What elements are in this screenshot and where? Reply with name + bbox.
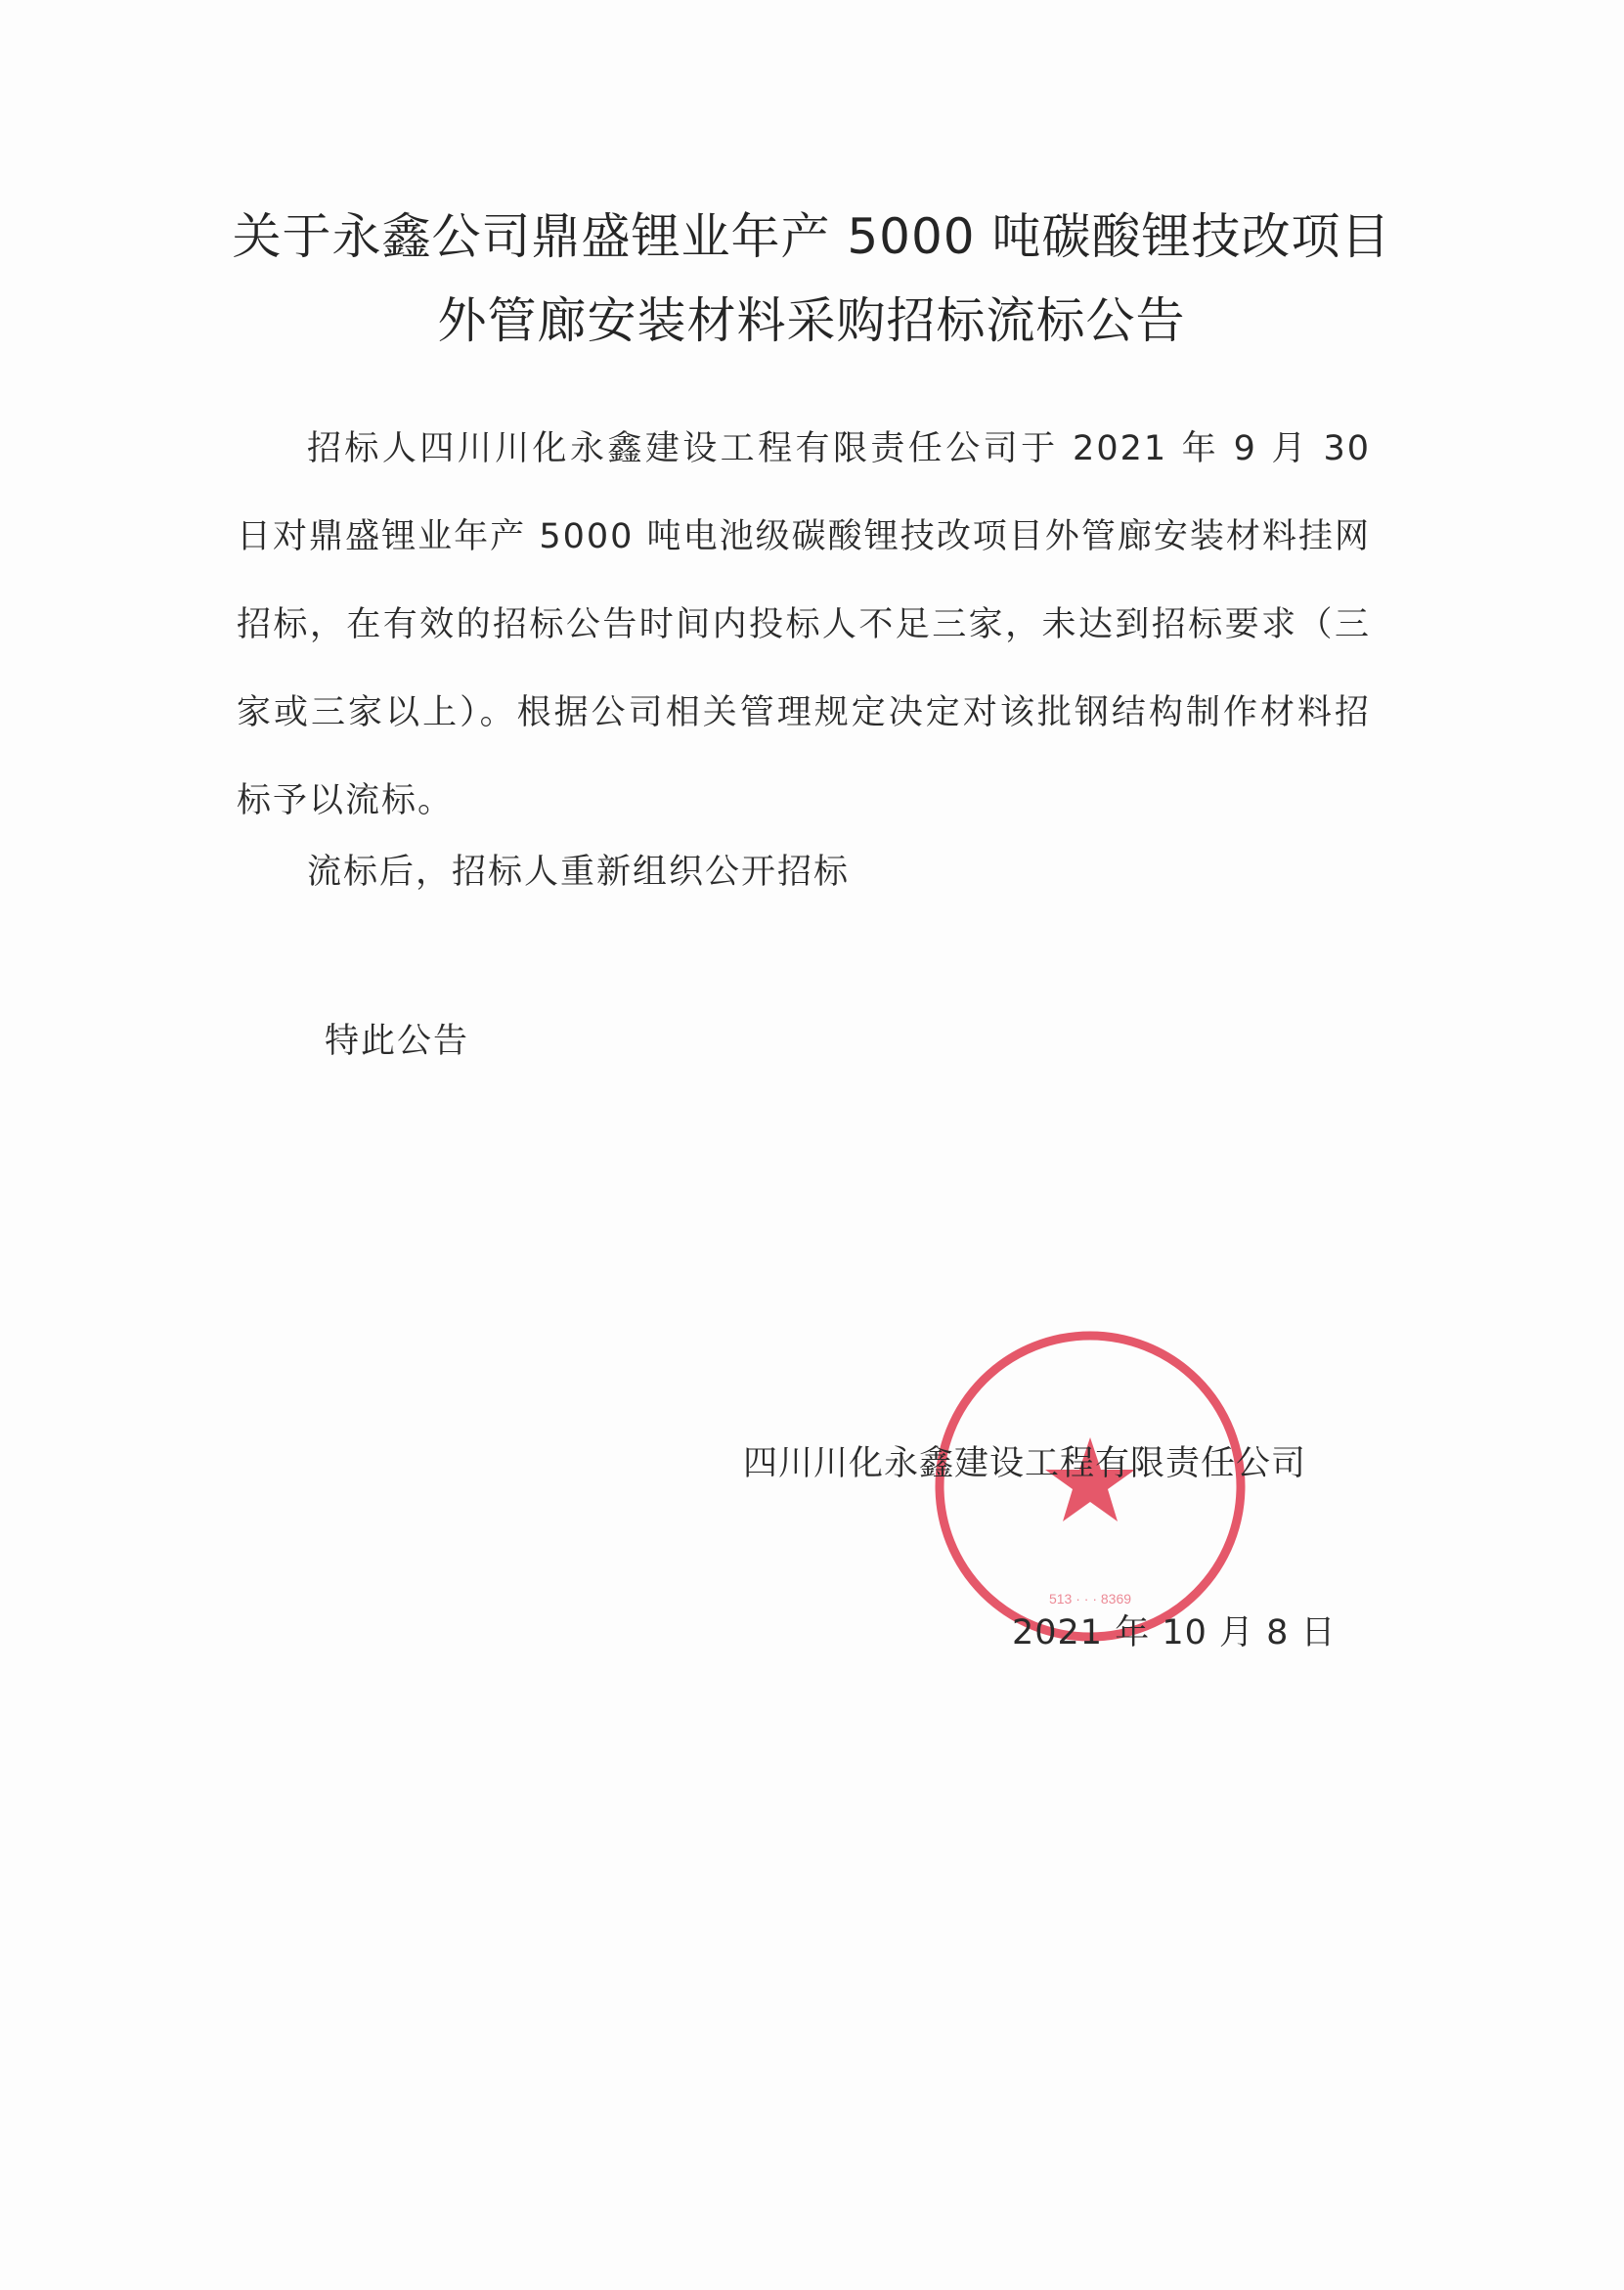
svg-text:513 · · · 8369: 513 · · · 8369 (1048, 1591, 1132, 1607)
document-title-line-1: 关于永鑫公司鼎盛锂业年产 5000 吨碳酸锂技改项目 (232, 208, 1391, 265)
signature-date: 2021 年 10 月 8 日 (1012, 1613, 1337, 1652)
document-title-line-2: 外管廊安装材料采购招标流标公告 (437, 292, 1186, 349)
signatory-organization: 四川川化永鑫建设工程有限责任公司 (743, 1444, 1307, 1483)
body-paragraph-1: 招标人四川川化永鑫建设工程有限责任公司于 2021 年 9 月 30 日对鼎盛锂业年产 5000 吨电池级碳酸锂技改项目外管廊安装材料挂网招标，在有效的招标公告时间内投标人不足三家，未达到招标要求（三家或三家以上）。根据公司相关管理规定决定对该批钢结构制作材料招标予以流标。 (237, 429, 1371, 820)
closing-text: 特此公告 (325, 1022, 470, 1061)
body-paragraph-2: 流标后，招标人重新组织公开招标 (307, 853, 851, 892)
